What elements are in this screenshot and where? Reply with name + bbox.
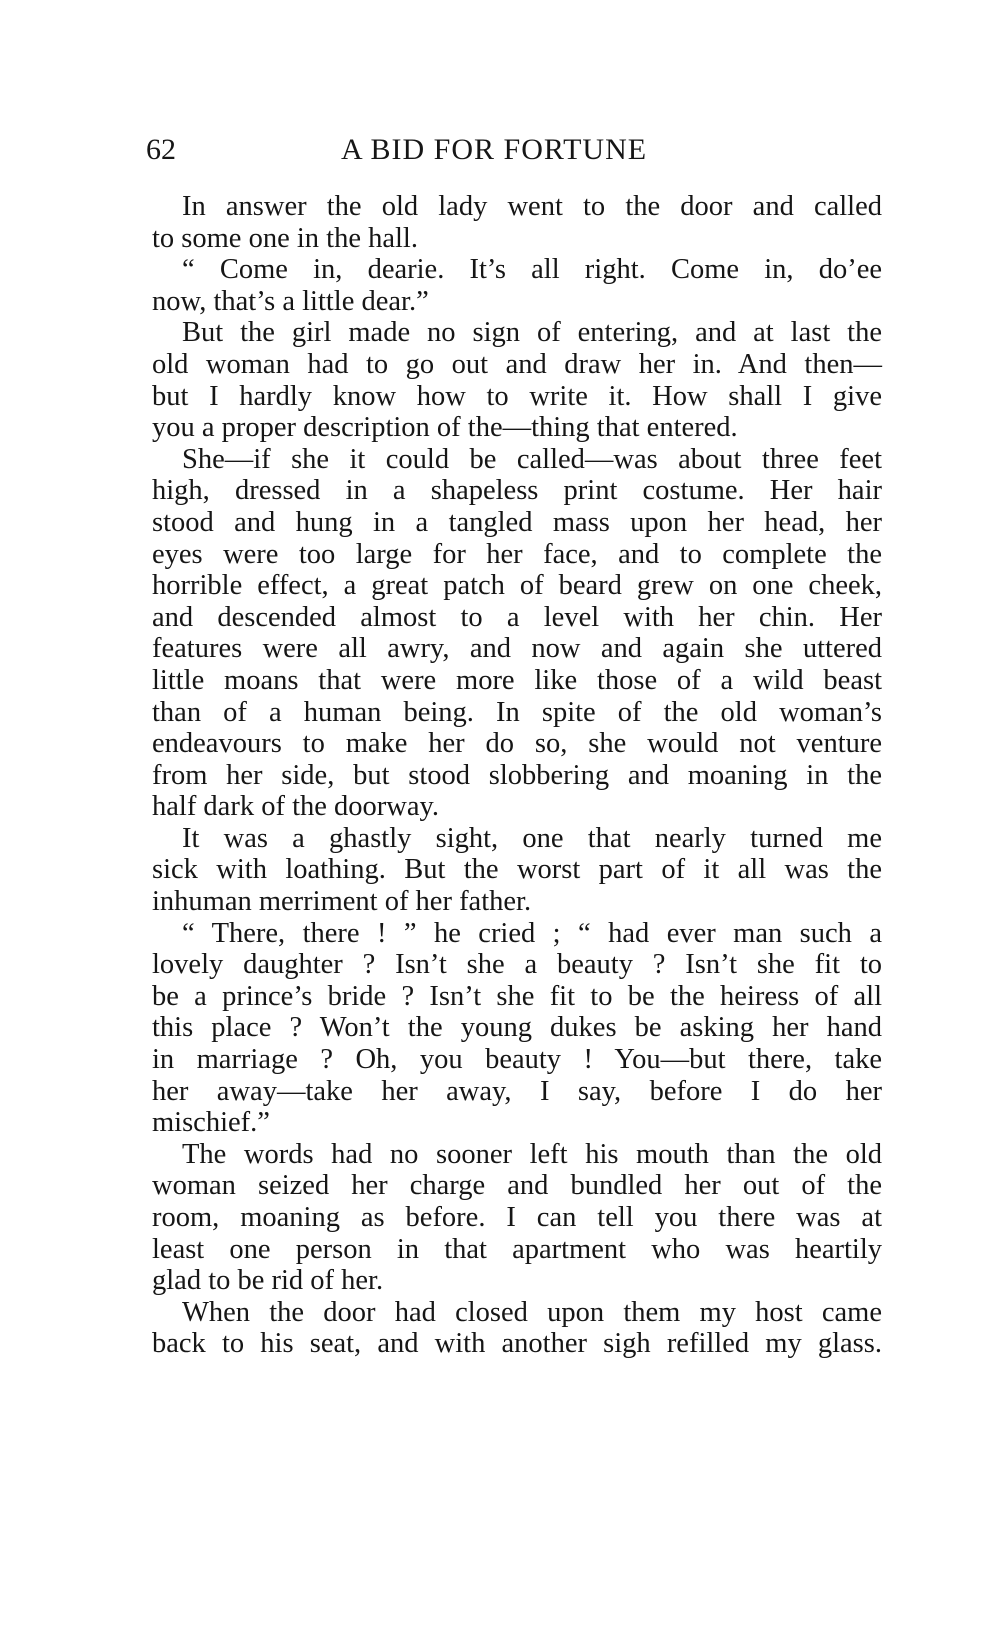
text-line: woman seized her charge and bundled her out of the xyxy=(152,1170,882,1202)
paragraph xyxy=(152,191,882,254)
text-line: back to his seat, and with another sigh refilled my glass. xyxy=(152,1328,882,1360)
text-line: sick with loathing. But the worst part of it all was the xyxy=(152,854,882,886)
text-line: be a prince’s bride ? Isn’t she fit to be the heiress of all xyxy=(152,980,882,1012)
text-line: eyes were too large for her face, and to complete the xyxy=(152,538,882,570)
text-line: When the door had closed upon them my host came xyxy=(182,1296,882,1328)
text-line: high, dressed in a shapeless print costume. Her hair xyxy=(152,475,882,507)
text-line: mischief.” xyxy=(152,1107,270,1139)
text-line: “ Come in, dearie. It’s all right. Come in, do’ee xyxy=(182,254,882,286)
text-line: but I hardly know how to write it. How shall I give xyxy=(152,380,882,412)
text-line: in marriage ? Oh, you beauty ! You—but there, take xyxy=(152,1044,882,1076)
text-line: this place ? Won’t the young dukes be asking her hand xyxy=(152,1012,882,1044)
text-line: from her side, but stood slobbering and moaning in the xyxy=(152,759,882,791)
text-line: least one person in that apartment who was heartily xyxy=(152,1233,882,1265)
text-line: her away—take her away, I say, before I do her xyxy=(152,1075,882,1107)
text-line: to some one in the hall. xyxy=(152,222,418,254)
text-line: The words had no sooner left his mouth than the old xyxy=(182,1138,882,1170)
text-line: old woman had to go out and draw her in. And then— xyxy=(152,348,882,380)
text-line: But the girl made no sign of entering, and at last the xyxy=(182,317,882,349)
body-text xyxy=(152,191,882,1360)
text-line: endeavours to make her do so, she would not venture xyxy=(152,728,882,760)
text-line: than of a human being. In spite of the old woman’s xyxy=(152,696,882,728)
text-line: She—if she it could be called—was about three feet xyxy=(182,443,882,475)
text-line: features were all awry, and now and again she uttered xyxy=(152,633,882,665)
paragraph xyxy=(152,317,882,443)
paragraph xyxy=(152,823,882,918)
text-line: room, moaning as before. I can tell you there was at xyxy=(152,1202,882,1233)
paragraph xyxy=(152,254,882,317)
text-line: horrible effect, a great patch of beard grew on one cheek, xyxy=(152,570,882,602)
text-line: you a proper description of the—thing that entered. xyxy=(152,412,738,444)
text-line: In answer the old lady went to the door and called xyxy=(182,191,882,222)
page-header xyxy=(146,130,881,170)
text-line: “ There, there ! ” he cried ; “ had ever man such a xyxy=(182,917,882,949)
page-number: 62 xyxy=(146,133,176,166)
text-line: inhuman merriment of her father. xyxy=(152,886,532,918)
text-line: and descended almost to a level with her chin. Her xyxy=(152,601,882,633)
paragraph xyxy=(152,918,882,1139)
text-line: half dark of the doorway. xyxy=(152,791,440,823)
paragraph xyxy=(152,1139,882,1297)
running-title: A BID FOR FORTUNE xyxy=(341,133,648,166)
paragraph xyxy=(152,444,882,823)
text-line: little moans that were more like those of a wild beast xyxy=(152,664,882,696)
paragraph xyxy=(152,1297,882,1360)
text-line: stood and hung in a tangled mass upon her head, her xyxy=(152,506,882,538)
text-line: glad to be rid of her. xyxy=(152,1265,384,1297)
text-line: lovely daughter ? Isn’t she a beauty ? Isn’t she fit to xyxy=(152,949,882,981)
text-line: It was a ghastly sight, one that nearly turned me xyxy=(182,822,882,854)
text-line: now, that’s a little dear.” xyxy=(152,285,429,317)
